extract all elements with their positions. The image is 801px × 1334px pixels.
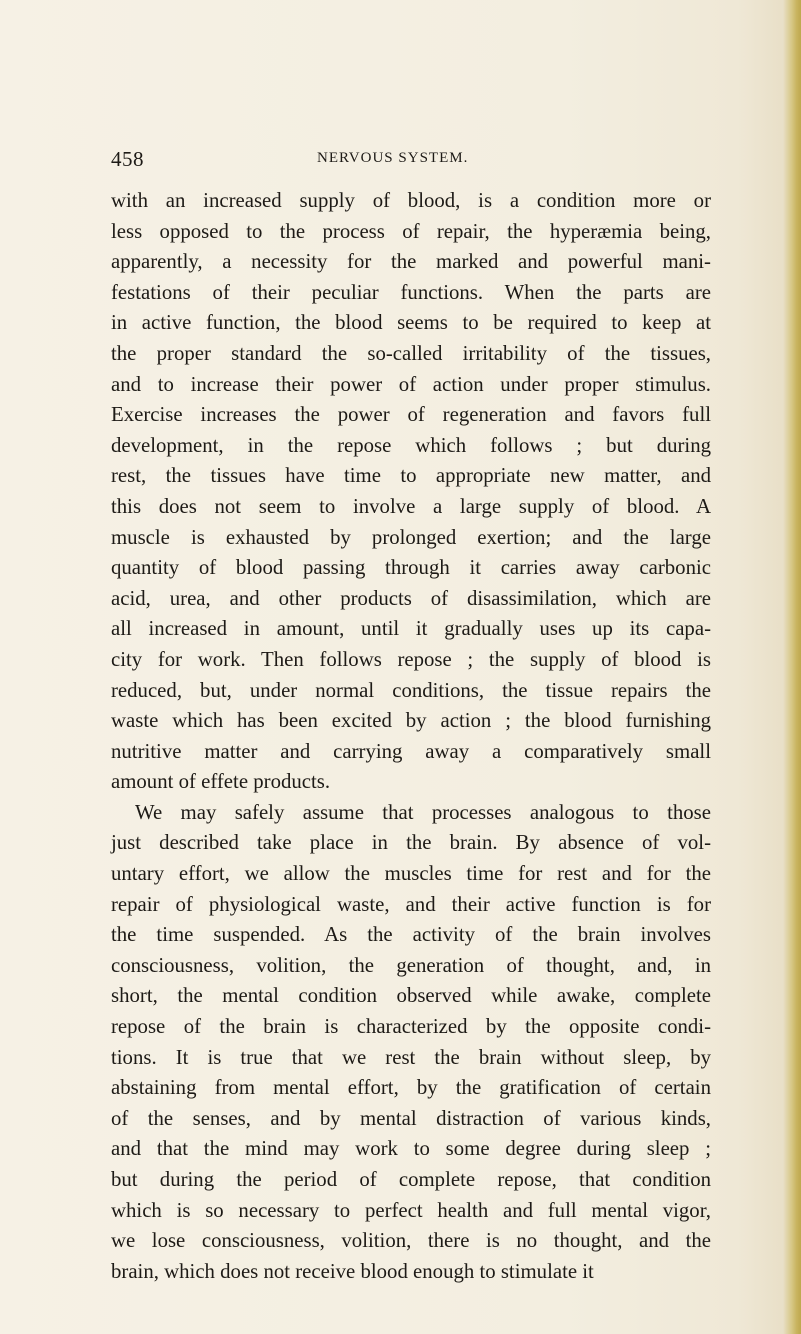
page-edge-shadow (783, 0, 801, 1334)
text-line: and to increase their power of action under proper stimulus. (111, 372, 711, 396)
text-line: and that the mind may work to some degree during sleep ; (111, 1137, 711, 1161)
text-line: less opposed to the process of repair, the hyperæmia being, (111, 219, 711, 243)
running-title: NERVOUS SYSTEM. (317, 150, 469, 166)
text-line: rest, the tissues have time to appropriate new matter, and (111, 464, 711, 488)
text-line: all increased in amount, until it gradually uses up its capa- (111, 617, 711, 641)
text-line: consciousness, volition, the generation of thought, and, in (111, 953, 711, 977)
text-line: apparently, a necessity for the marked and powerful mani- (111, 250, 711, 274)
text-line: festations of their peculiar functions. When the parts are (111, 280, 711, 304)
text-line: quantity of blood passing through it carries away carbonic (111, 556, 711, 580)
text-line: this does not seem to involve a large supply of blood. A (111, 494, 711, 518)
text-line: We may safely assume that processes analogous to those (135, 800, 711, 824)
paragraph (111, 186, 711, 798)
text-line: untary effort, we allow the muscles time for rest and for the (111, 862, 711, 886)
text-line: short, the mental condition observed while awake, complete (111, 984, 711, 1008)
text-line: Exercise increases the power of regeneration and favors full (111, 403, 711, 427)
text-line: muscle is exhausted by prolonged exertion; and the large (111, 525, 711, 549)
text-line: the time suspended. As the activity of the brain involves (111, 923, 711, 947)
text-line: development, in the repose which follows ; but during (111, 433, 711, 457)
text-line: reduced, but, under normal conditions, the tissue repairs the (111, 678, 711, 702)
text-line: city for work. Then follows repose ; the supply of blood is (111, 647, 711, 671)
text-line: with an increased supply of blood, is a condition more or (111, 189, 711, 212)
text-line: in active function, the blood seems to be required to keep at (111, 311, 711, 335)
running-head (111, 147, 711, 177)
paragraph (111, 798, 711, 1288)
text-line: but during the period of complete repose, that condition (111, 1168, 711, 1191)
text-line: abstaining from mental effort, by the gratification of certain (111, 1076, 711, 1100)
text-line: repose of the brain is characterized by the opposite condi- (111, 1015, 711, 1039)
text-line: acid, urea, and other products of disassimilation, which are (111, 586, 711, 610)
text-line: tions. It is true that we rest the brain without sleep, by (111, 1045, 711, 1069)
text-line: just described take place in the brain. By absence of vol- (111, 831, 711, 855)
text-line: brain, which does not receive blood enough to stimulate it (111, 1259, 594, 1283)
text-line: waste which has been excited by action ; the blood furnishing (111, 709, 711, 733)
text-line: we lose consciousness, volition, there is no thought, and the (111, 1229, 711, 1253)
text-line: repair of physiological waste, and their active function is for (111, 892, 711, 916)
text-line: which is so necessary to perfect health and full mental vigor, (111, 1198, 711, 1222)
text-line: of the senses, and by mental distraction of various kinds, (111, 1106, 711, 1130)
text-line: the proper standard the so-called irritability of the tissues, (111, 341, 711, 365)
body-text (111, 186, 711, 1287)
page-number: 458 (111, 147, 144, 171)
text-line: amount of effete products. (111, 770, 331, 794)
text-line: nutritive matter and carrying away a comparatively small (111, 739, 711, 763)
